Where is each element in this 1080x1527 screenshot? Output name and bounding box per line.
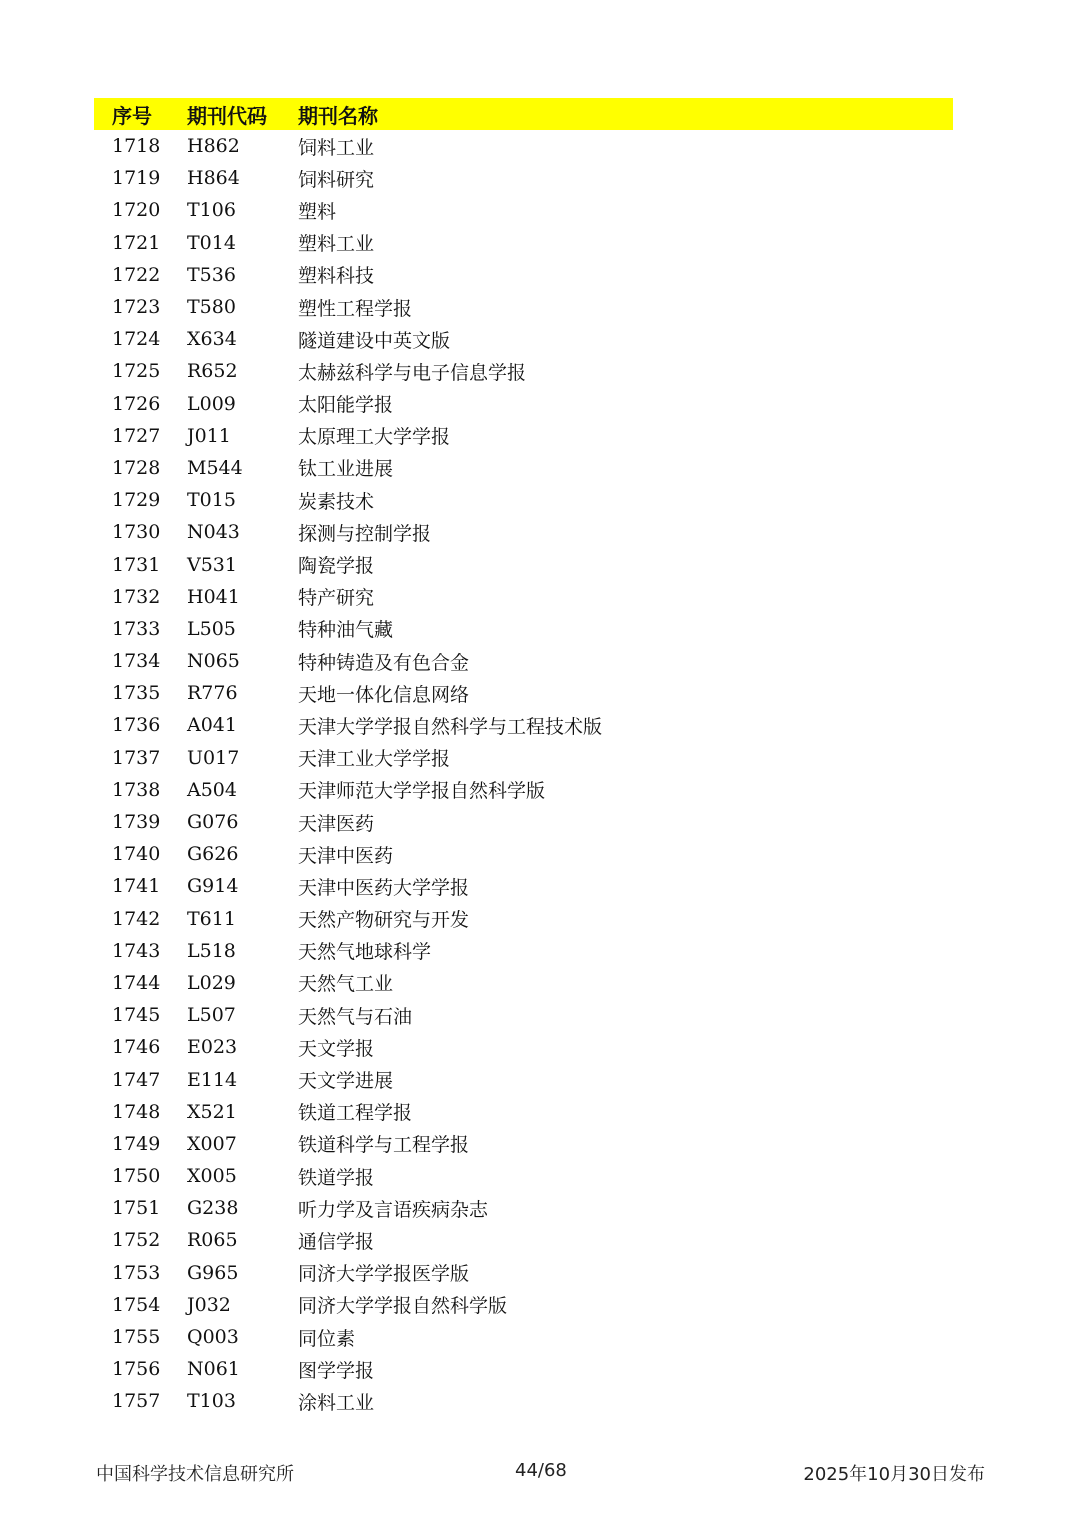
table-row [94,227,953,259]
table-row [94,1063,953,1095]
table-row [94,581,953,613]
row-serial: 1755 [112,1326,161,1349]
row-code: A504 [187,778,237,801]
row-code: V531 [187,553,237,576]
row-title: 塑性工程学报 [298,297,413,320]
row-serial: 1731 [112,553,161,576]
table-row [94,291,953,323]
row-code: X521 [187,1100,237,1123]
row-title: 铁道科学与工程学报 [298,1134,470,1157]
row-serial: 1737 [112,746,161,769]
row-serial: 1749 [112,1132,161,1155]
row-serial: 1724 [112,328,161,351]
row-code: J011 [187,424,231,447]
row-code: T106 [187,199,236,222]
row-title: 同济大学学报自然科学版 [298,1295,508,1318]
row-serial: 1730 [112,521,161,544]
table-row [94,838,953,870]
row-serial: 1748 [112,1100,161,1123]
row-title: 钛工业进展 [298,458,394,481]
table-row [94,194,953,226]
row-code: H862 [187,135,240,158]
row-code: T611 [187,907,236,930]
row-serial: 1738 [112,778,161,801]
row-serial: 1725 [112,360,161,383]
row-title: 同位素 [298,1327,356,1350]
row-serial: 1726 [112,392,161,415]
row-code: Q003 [187,1326,239,1349]
footer-page-number: 44/68 [515,1460,567,1481]
table-row [94,935,953,967]
table-row [94,1353,953,1385]
row-code: G626 [187,843,239,866]
row-code: H041 [187,585,240,608]
row-title: 天然气地球科学 [298,941,432,964]
row-serial: 1751 [112,1197,161,1220]
table-row [94,1031,953,1063]
header-title: 期刊名称 [298,103,378,128]
row-serial: 1750 [112,1165,161,1188]
row-title: 天津中医药大学学报 [298,876,470,899]
table-body [94,130,953,1418]
table-row [94,323,953,355]
table-row [94,806,953,838]
row-title: 饲料研究 [298,168,375,191]
row-serial: 1754 [112,1293,161,1316]
row-serial: 1721 [112,231,161,254]
journal-table [94,98,953,1418]
table-row [94,355,953,387]
row-title: 太原理工大学学报 [298,426,451,449]
table-row [94,1128,953,1160]
row-serial: 1722 [112,263,161,286]
row-title: 探测与控制学报 [298,522,432,545]
row-serial: 1739 [112,811,161,834]
row-serial: 1729 [112,489,161,512]
row-code: X007 [187,1132,237,1155]
row-title: 塑料 [298,200,337,223]
row-title: 天津师范大学学报自然科学版 [298,780,546,803]
table-row [94,742,953,774]
table-row [94,967,953,999]
row-serial: 1735 [112,682,161,705]
row-title: 天地一体化信息网络 [298,683,470,706]
row-title: 塑料工业 [298,233,375,256]
row-title: 同济大学学报医学版 [298,1263,470,1286]
table-row [94,1224,953,1256]
table-row [94,1257,953,1289]
table-row [94,548,953,580]
row-code: N061 [187,1358,240,1381]
table-row [94,774,953,806]
row-title: 天津中医药 [298,844,394,867]
row-title: 陶瓷学报 [298,555,375,578]
row-title: 天津大学学报自然科学与工程技术版 [298,715,603,738]
table-row [94,677,953,709]
row-code: R652 [187,360,238,383]
row-serial: 1745 [112,1004,161,1027]
row-title: 涂料工业 [298,1391,375,1414]
row-code: J032 [187,1293,231,1316]
row-code: G238 [187,1197,239,1220]
row-code: L029 [187,971,236,994]
table-row [94,1385,953,1417]
table-row [94,420,953,452]
row-serial: 1732 [112,585,161,608]
row-title: 天然气工业 [298,973,394,996]
row-code: R065 [187,1229,238,1252]
row-code: H864 [187,167,240,190]
row-code: X634 [187,328,237,351]
row-serial: 1720 [112,199,161,222]
row-code: L009 [187,392,236,415]
table-row [94,516,953,548]
row-title: 铁道工程学报 [298,1102,413,1125]
row-code: L518 [187,939,236,962]
row-title: 铁道学报 [298,1166,375,1189]
table-row [94,388,953,420]
table-row [94,645,953,677]
row-title: 特产研究 [298,587,375,610]
row-code: R776 [187,682,238,705]
row-serial: 1746 [112,1036,161,1059]
row-serial: 1736 [112,714,161,737]
row-serial: 1723 [112,296,161,319]
table-row [94,484,953,516]
row-serial: 1727 [112,424,161,447]
row-code: U017 [187,746,240,769]
table-row [94,162,953,194]
row-code: G965 [187,1261,239,1284]
row-title: 天然气与石油 [298,1005,413,1028]
row-serial: 1747 [112,1068,161,1091]
row-title: 特种铸造及有色合金 [298,651,470,674]
table-row [94,870,953,902]
row-serial: 1743 [112,939,161,962]
row-code: L505 [187,617,236,640]
row-serial: 1741 [112,875,161,898]
footer-publish-date: 2025年10月30日发布 [803,1464,985,1485]
table-row [94,613,953,645]
row-serial: 1757 [112,1390,161,1413]
page-footer [0,1460,1080,1486]
table-row [94,259,953,291]
row-title: 隧道建设中英文版 [298,329,451,352]
table-row [94,130,953,162]
row-code: X005 [187,1165,237,1188]
row-title: 天然产物研究与开发 [298,909,470,932]
row-serial: 1718 [112,135,161,158]
table-row [94,1160,953,1192]
table-row [94,1289,953,1321]
header-serial: 序号 [112,103,152,128]
row-title: 通信学报 [298,1230,375,1253]
row-code: E114 [187,1068,238,1091]
row-title: 饲料工业 [298,136,375,159]
header-code: 期刊代码 [187,103,267,128]
row-title: 塑料科技 [298,265,375,288]
row-serial: 1742 [112,907,161,930]
footer-organization: 中国科学技术信息研究所 [96,1464,294,1485]
row-title: 炭素技术 [298,490,375,513]
row-code: T015 [187,489,236,512]
table-row [94,1096,953,1128]
row-code: N043 [187,521,240,544]
row-serial: 1740 [112,843,161,866]
row-serial: 1752 [112,1229,161,1252]
row-serial: 1734 [112,650,161,673]
row-title: 听力学及言语疾病杂志 [298,1198,489,1221]
row-code: T536 [187,263,236,286]
row-title: 图学学报 [298,1359,375,1382]
row-code: T014 [187,231,236,254]
row-code: T580 [187,296,236,319]
table-row [94,903,953,935]
row-serial: 1753 [112,1261,161,1284]
row-serial: 1756 [112,1358,161,1381]
row-code: T103 [187,1390,236,1413]
row-code: A041 [187,714,237,737]
row-title: 天津工业大学学报 [298,748,451,771]
table-row [94,999,953,1031]
row-title: 太赫兹科学与电子信息学报 [298,361,527,384]
table-row [94,709,953,741]
row-serial: 1744 [112,971,161,994]
row-code: G076 [187,811,239,834]
row-serial: 1728 [112,456,161,479]
table-row [94,452,953,484]
row-title: 天津医药 [298,812,375,835]
row-code: L507 [187,1004,236,1027]
table-row [94,1192,953,1224]
table-row [94,1321,953,1353]
row-code: M544 [187,456,243,479]
row-code: E023 [187,1036,238,1059]
row-serial: 1733 [112,617,161,640]
row-title: 太阳能学报 [298,394,394,417]
table-header [94,98,953,130]
row-title: 天文学进展 [298,1070,394,1093]
row-code: N065 [187,650,240,673]
row-code: G914 [187,875,239,898]
row-title: 天文学报 [298,1037,375,1060]
row-serial: 1719 [112,167,161,190]
row-title: 特种油气藏 [298,619,394,642]
